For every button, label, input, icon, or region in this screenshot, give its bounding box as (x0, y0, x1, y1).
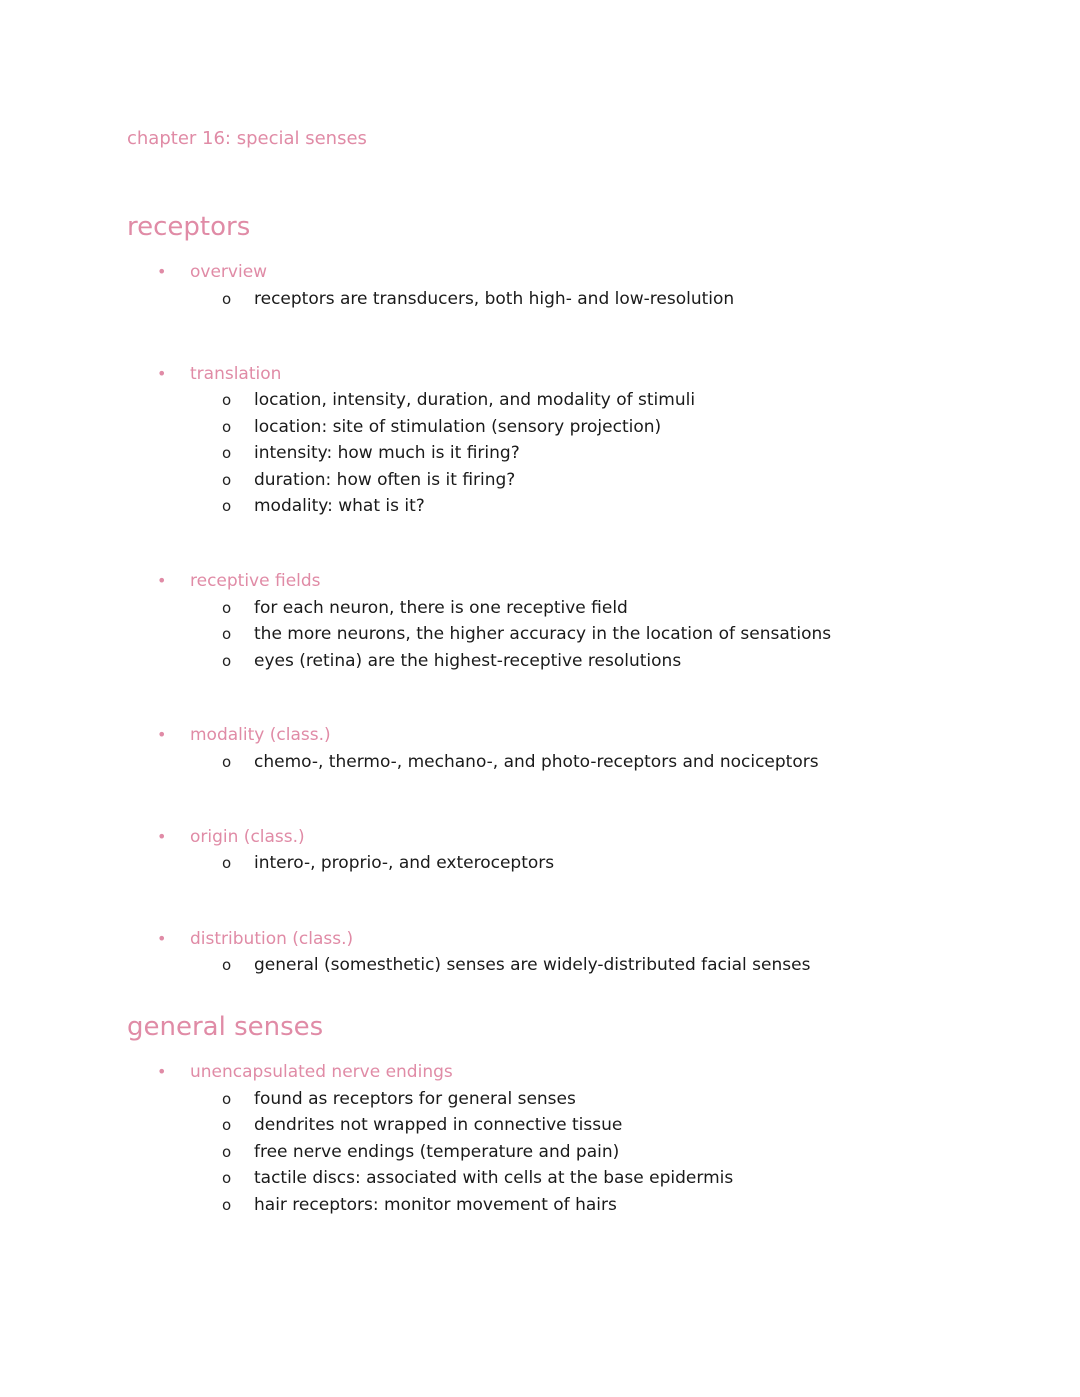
sub-item-text: duration: how often is it firing? (254, 470, 516, 490)
sub-item-text: location: site of stimulation (sensory projection) (254, 417, 662, 437)
sub-item-text: tactile discs: associated with cells at the base epidermis (254, 1168, 734, 1188)
circle-bullet-icon: o (222, 1143, 232, 1161)
circle-bullet-icon: o (222, 625, 232, 643)
circle-bullet-icon: o (222, 753, 232, 771)
circle-bullet-icon: o (222, 497, 232, 515)
bullet-label: distribution (class.) (190, 929, 354, 949)
sub-item-text: the more neurons, the higher accuracy in the location of sensations (254, 624, 832, 644)
sub-item-text: for each neuron, there is one receptive field (254, 598, 628, 618)
sub-item-text: hair receptors: monitor movement of hairs (254, 1195, 617, 1215)
bullet-icon: • (157, 262, 167, 281)
circle-bullet-icon: o (222, 1090, 232, 1108)
circle-bullet-icon: o (222, 1169, 232, 1187)
bullet-icon: • (157, 827, 167, 846)
circle-bullet-icon: o (222, 418, 232, 436)
sub-item-text: chemo-, thermo-, mechano-, and photo-receptors and nociceptors (254, 752, 819, 772)
circle-bullet-icon: o (222, 471, 232, 489)
sub-item-text: eyes (retina) are the highest-receptive resolutions (254, 651, 682, 671)
bullet-label: unencapsulated nerve endings (190, 1062, 453, 1082)
page-title: chapter 16: special senses (127, 128, 367, 149)
circle-bullet-icon: o (222, 599, 232, 617)
sub-item-text: dendrites not wrapped in connective tissue (254, 1115, 623, 1135)
circle-bullet-icon: o (222, 290, 232, 308)
bullet-label: origin (class.) (190, 827, 305, 847)
circle-bullet-icon: o (222, 444, 232, 462)
bullet-icon: • (157, 725, 167, 744)
sub-item-text: intero-, proprio-, and exteroceptors (254, 853, 555, 873)
section-heading-receptors: receptors (127, 212, 251, 242)
bullet-icon: • (157, 571, 167, 590)
section-heading-general-senses: general senses (127, 1012, 324, 1042)
circle-bullet-icon: o (222, 1116, 232, 1134)
circle-bullet-icon: o (222, 652, 232, 670)
sub-item-text: general (somesthetic) senses are widely-distributed facial senses (254, 955, 811, 975)
bullet-icon: • (157, 1062, 167, 1081)
bullet-label: translation (190, 364, 282, 384)
sub-item-text: intensity: how much is it firing? (254, 443, 520, 463)
bullet-label: modality (class.) (190, 725, 331, 745)
bullet-icon: • (157, 364, 167, 383)
sub-item-text: found as receptors for general senses (254, 1089, 576, 1109)
sub-item-text: free nerve endings (temperature and pain) (254, 1142, 620, 1162)
circle-bullet-icon: o (222, 956, 232, 974)
bullet-label: overview (190, 262, 268, 282)
sub-item-text: modality: what is it? (254, 496, 425, 516)
circle-bullet-icon: o (222, 854, 232, 872)
sub-item-text: receptors are transducers, both high- and low-resolution (254, 289, 735, 309)
circle-bullet-icon: o (222, 391, 232, 409)
bullet-icon: • (157, 929, 167, 948)
bullet-label: receptive fields (190, 571, 321, 591)
sub-item-text: location, intensity, duration, and modality of stimuli (254, 390, 696, 410)
circle-bullet-icon: o (222, 1196, 232, 1214)
